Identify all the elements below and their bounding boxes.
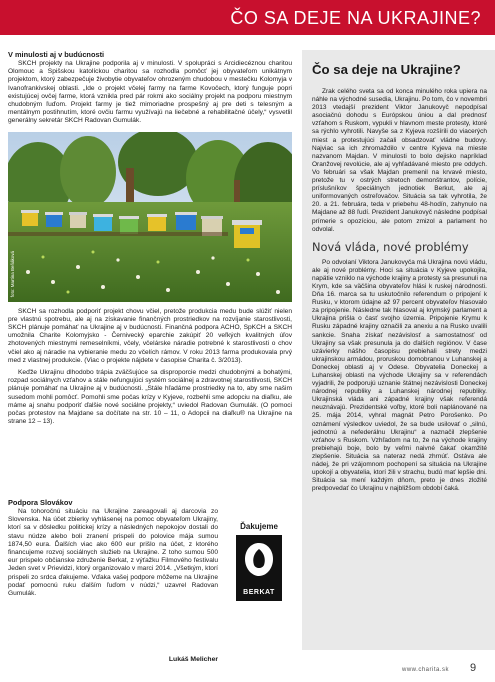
berkat-logo-icon bbox=[242, 541, 276, 579]
sidebar-subtitle: Nová vláda, nové problémy bbox=[312, 239, 469, 254]
page-number: 9 bbox=[470, 662, 477, 674]
section-title-support: Podpora Slovákov bbox=[8, 498, 73, 507]
main-article bbox=[8, 50, 292, 426]
article-paragraph-2: SKCH sa rozhodla podporiť projekt chovu včiel, pretože produkcia medu bude slúžiť nielen pre vlastnú spotrebu, ale aj na získavanie finančných prostriedkov na rozvíjanie starostlivosti, SKCH plánuje pomáhať na Ukrajine aj v budúcnosti. Finančná podpora ACHO, SpKCH a SKCH umožnila Charite Kolomyjsko - Černivecký eparchie zakúpiť 20 veľkých kvalitných úľov zhotovených miestnymi remeselníkmi, včely, včelárske náradie potrebné k starostlivosti o chov včiel ako aj náradie na vybieranie medu zo včelích rámov. V roku 2013 farma produkovala prvý med z vlastnej produkcie. (Viac o projekte nájdete v časopise Charita č. 3/2013). bbox=[8, 307, 292, 364]
sidebar-article bbox=[302, 50, 495, 650]
article-paragraph-1: SKCH projekty na Ukrajine podporila aj v minulosti. V spolupráci s Arcidiecéznou charitou Olomouc a Spišskou katolíckou charitou sa rozhodla pomôcť jej obyvateľom unikátnym projektom, ktorý zabezpečuje živobytie obyvateľov ohrozeným chudobou v mestečku Kolomyja v Ivanofrankivskej oblasti. „Ide o projekt včelej farmy na farme Kovočech, ktorý funguje popri existujúcej ovčej farme, ktorá vznikla pred pár rokmi ako sociálny projekt na podporu miestnym chudobným ľuďom. Projekt farmy je tiež mimoriadne prospešný aj pre deti s telesným a mentálnym postihnutím, ktoré ovčiu farmu využívajú na liečebné a rehabilitačné účely,“ vysvetlil generálny sekretár SKCH Radovan Gumulák. bbox=[8, 60, 292, 125]
photo-credit: foto: Martina Beňáková bbox=[10, 251, 15, 298]
page-header-title: ČO SA DEJE NA UKRAJINE? bbox=[230, 8, 481, 28]
sidebar-body bbox=[312, 88, 487, 493]
section-title-past-future: V minulosti aj v budúcnosti bbox=[8, 50, 105, 59]
sidebar-paragraph-2: Po odvolaní Viktora Janukovyča má Ukrajina novú vládu, ale aj nové problémy. Hoci sa situácia v Kyjeve upokojila, napätie vzniklo na východe krajiny a protesty sa presunuli na Krym, kde sa väčšina obyvateľov hlási k ruskej národnosti. Dňa 16. marca sa tu uskutočnilo referendum o pripojení k Rusku, v ktorom údajne až 97 percent obyvateľov hlasovalo za pripojenie. Následne tak hlasoval aj krymský parlament a Ukrajina prišla o časť svojho územia. Pripojenie Krymu k Rusku západné krajiny označili za anexiu a na Rusko uvalili sankcie. Snaha získať nezávislosť a samostatnosť od Ukrajiny sa však presunula ja do ďalších regiónov. V čase uzávierky nášho časopisu prebiehali strety medzi ukrajinskou armádou, proruskou domobranou v Luhanskej a Doneckej oblasti aj v Odese. Obyvatelia Doneckej a Luhanskej oblasti na východe Ukrajiny sa v referendách vyjadrili, že podporujú uznanie štátnej nezávislosti Doneckej národnej republiky a Luhanskej národnej republiky. Ukrajinská vláda ani západné krajiny však referendá neuznávajú. Prezidentské voľby, ktoré boli naplánované na 25. mája 2014, vyhral magnát Petro Porošenko. Po oznámení výsledkov uviedol, že sa bude usilovať o „silnú, jednotnú a nefederálnu Ukrajinu“ a naznačil zlepšenie vzťahov s Ruskom. Vzhľadom na to, že na východe krajiny prebiehajú boje, bolo by veľmi naivné čakať okamžité zlepšenie. Situácia sa nateraz nedá zhrnúť. Ostáva ale nádej, že pri vzájomnom pochopení sa situácia na Ukrajine upokojí a obyvatelia, ktorí žili v strachu, budú mať lepšie dni. Situácia sa mení každým dňom, preto je dnes zložité predpovedať čo Ukrajinu v najbližšom období čaká. bbox=[312, 258, 487, 493]
author-name: Lukáš Melicher bbox=[168, 656, 218, 663]
sidebar-title: Čo sa deje na Ukrajine? bbox=[312, 62, 461, 77]
thanks-box bbox=[226, 522, 292, 601]
header-band bbox=[0, 0, 495, 35]
beehive-photo-image bbox=[8, 132, 292, 302]
berkat-logo-text: BERKAT bbox=[243, 589, 275, 596]
sidebar-paragraph-1: Zrak celého sveta sa od konca minulého roka upiera na náhle na východné susedia, Ukrajinu. Po tom, čo v novembri 2013 vtedajší prezident Viktor Janukovyč nepodpísal asociačnú dohodu s Európskou úniou a dal prednosť vzťahom s Ruskom, vypukli v hlavnom meste protesty, ktoré sa rýchlo vyhrotili. Navyše sa z Kyjeva rozšírili do viacerých miest a protestujúci začali obsadzovať vládne budovy. Najviac sa ich zhromaždilo v centre Kyjeva na mieste nazvanom Majdan. V minulosti to bolo dejisko napríklad Oranžovej revolúcie, ale aj vyhľadávané miesto pre oddych. Vo februári sa však Majdan premenil na krvavé miesto, pretože tu v ostrých stretoch demonštrantov, polície, príslušníkov špeciálnych jednotiek Berkut, ale aj uniformovaných ostreľovačov. Situácia sa tak vyhrotila, že 20. a 21. februára, teda v priebehu 48-hodín, zahynulo na Majdane až 88 ľudí. Prezident Janukovyč následne podpísal prímerie s opozíciou, ale potom zmizol a parlament ho odvolal. bbox=[312, 88, 487, 233]
article-paragraph-4: Na tohoročnú situáciu na Ukrajine zareagovali aj darcovia zo Slovenska. Na účet zbierky vyhlásenej na pomoc obyvateľom Ukrajiny, ktorí sa v dôsledku politickej krízy a následných nepokojov dostali do stavu núdze alebo boli zranení prispeli do polovice mája sumou 1874,50 eura. Ďalších viac ako 600 eur prišlo na účet, z ktorého financujeme rozvoj sociálnych služieb na Ukrajine. Z toho sumou 500 eur prispelo občianske združenie Berkat, z výťažku Filmového festivalu Jeden svet v Prievidzi, ktorý organizovalo v marci 2014. „Všetkým, ktorí prispeli zo srdca ďakujeme. Vďaka vašej podpore môžeme na Ukrajine podať pomocnú ruku ďalším ľuďom v núdzi,“ uzavrel Radovan Gumulák. bbox=[8, 508, 218, 598]
beehive-photo bbox=[8, 132, 292, 302]
thanks-label: Ďakujeme bbox=[240, 522, 278, 531]
support-section bbox=[8, 498, 218, 598]
article-paragraph-3: Keďže Ukrajinu dlhodobo trápia zväčšujúce sa disproporcie medzi chudobnými a bohatými, rozpad sociálnych vzťahov a stále nefungujúci systém sociálnej a zdravotnej starostlivosti, SKCH plánuje pomáhať na Ukrajine aj v budúcnosti. „Stále hľadáme prostriedky na to, aby sme našim susedom mohli pomôcť. Pomohli sme počas krízy v Kyjeve, rozbehli sme adopciu na diaľku, ale máme aj snahu podporiť ďalšie nové sociálne projekty,“ uviedol Radovan Gumulák. (O pomoci počas protestov na Majdane sa dočítate na str. 10 – 11, o Adopcii na diaľku® na Ukrajine na strane 12 – 13). bbox=[8, 369, 292, 426]
footer-url: www.charita.sk bbox=[402, 667, 450, 673]
berkat-logo bbox=[236, 535, 282, 601]
